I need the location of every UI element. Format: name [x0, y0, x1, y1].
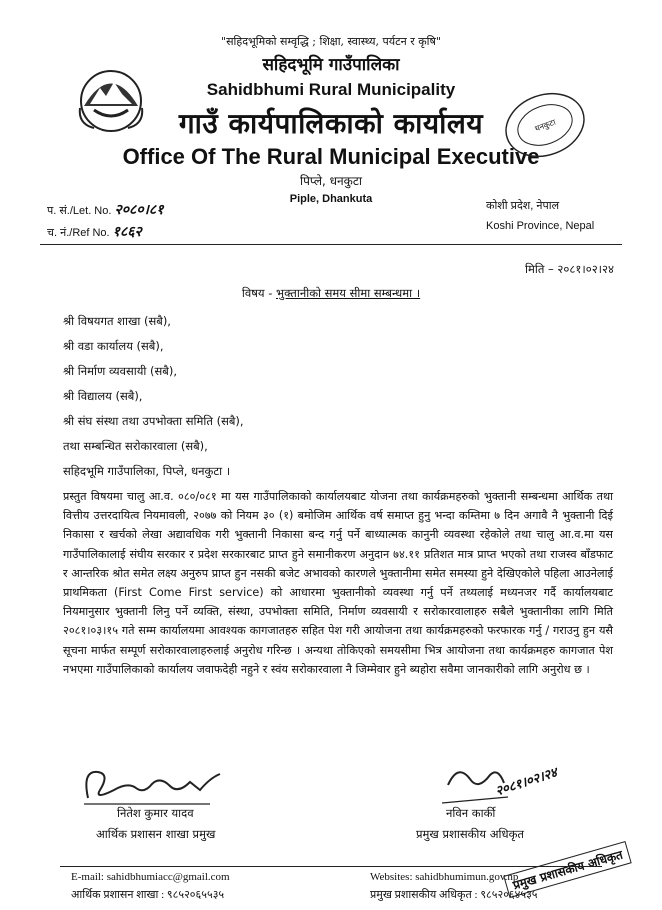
office-round-stamp	[502, 92, 588, 158]
left-signatory-name: नितेश कुमार यादव	[117, 806, 194, 820]
province-english: Koshi Province, Nepal	[486, 220, 595, 232]
footer-divider	[60, 866, 602, 867]
right-signatory-title: प्रमुख प्रशासकीय अधिकृत	[416, 827, 524, 841]
reference-number	[47, 222, 142, 241]
footer-email: E-mail: sahidbhumiacc@gmail.com	[71, 871, 230, 883]
recipient-line: श्री विषयगत शाखा (सबै),	[63, 314, 171, 328]
letter-number	[47, 200, 164, 219]
designation-stamp-text: प्रमुख प्रशासकीय अधिकृत	[503, 841, 632, 898]
recipient-line: श्री निर्माण व्यवसायी (सबै),	[63, 364, 177, 378]
reference-number-value: १८६२	[112, 224, 142, 240]
municipality-name-english: Sahidbhumi Rural Municipality	[206, 80, 456, 99]
municipality-motto: "सहिदभूमिको सम्वृद्धि ; शिक्षा, स्वास्थ्य, पर्यटन र कृषि"	[221, 35, 441, 48]
municipality-name-nepali: सहिदभूमि गाउँपालिका	[262, 55, 400, 75]
notice-body-paragraph: प्रस्तुत विषयमा चालु आ.व. ०८०/०८१ मा यस गाउँपालिकाको कार्यालयबाट योजना तथा कार्यक्रमहरुको भुक्तानी सम्बन्धमा आर्थिक तथा वित्तीय उत्तरदायित्व नियमावली, २०७७ को नियम ३० (१) बमोजिम आर्थिक वर्ष समाप्त हुनु भन्दा कम्तिमा ७ दिन अगावै नै भुक्तानी दिई निकासा र खर्चको लेखा अद्यावधिक गरी भुक्तानी निकासा बन्द गर्नु पर्ने बाध्यात्मक कानुनी व्यवस्था रहेकोले तथा चालु आ.व.मा यस गाउँपालिकालाई संघीय सरकार र प्रदेश सरकारबाट प्राप्त हुने समानीकरण अनुदान ७४.११ प्रतिशत मात्र प्राप्त भएको तथा राजस्व बाँडफाट र आन्तरिक श्रोत समेत लक्ष्य अनुरुप प्राप्त हुन नसकी बजेट अभावको कारणले भुक्तानीमा समेत समस्या हुने देखिएकोले पहिला आउनेलाई प्राथमिकता (First Come First service) को आधारमा भुक्तानीको व्यवस्था गर्नु पर्ने तथ्यलाई मध्यनजर गर्दै कार्यालयबाट नियमानुसार भुक्तानी लिनु पर्ने व्यक्ति, संस्था, उपभोक्ता समिति, निर्माण व्यवसायी र सरोकारवालाहरु सबैले भुक्तानीका लागि मिति २०८१।०३।१५ गते सम्म कार्यालयमा आवश्यक कागजातहरु सहित पेश गरी आयोजना तथा कार्यक्रमहरुको फरफारक गर्नु / गराउनु हुन यसै सूचना मार्फत सम्पूर्ण सरोकारवालाहरुलाई अनुरोध गरिन्छ । अन्यथा तोकिएको समयसीमा भित्र आयोजना तथा कार्यक्रमहरु कागजात पेश नभएमा गाउँपालिकाको कार्यालय जवाफदेही नहुने र स्वंय सरोकारवाला नै जिम्मेवार हुने ब्यहोरा सवैमा जानकारीको लागि अनुरोध छ ।	[63, 490, 613, 676]
province-nepali: कोशी प्रदेश, नेपाल	[486, 200, 560, 212]
letter-subject	[0, 286, 662, 301]
letter-date: मिति – २०८१।०२।२४	[524, 262, 614, 276]
header-divider	[40, 244, 622, 245]
office-name-nepali: गाउँ कार्यपालिकाको कार्यालय	[178, 107, 484, 140]
left-signatory-title: आर्थिक प्रशासन शाखा प्रमुख	[96, 827, 216, 841]
subject-label: विषय -	[241, 286, 273, 300]
left-signature-scribble	[80, 760, 230, 810]
reference-number-label: च. नं./Ref No.	[47, 227, 110, 239]
address-english: Piple, Dhankuta	[289, 193, 373, 205]
footer-right-phone: प्रमुख प्रशासकीय अधिकृत : ९८५२०६४५३५	[370, 889, 538, 901]
right-signature-date: २०८१।०२।२४	[493, 765, 560, 800]
footer-website: Websites: sahidbhumimun.gov.np	[370, 871, 519, 883]
letter-number-label: प. सं./Let. No.	[47, 205, 112, 217]
right-signatory-name: नविन कार्की	[446, 806, 496, 820]
svg-text:धनकुटा: धनकुटा	[533, 117, 557, 134]
recipient-line: श्री संघ संस्था तथा उपभोक्ता समिति (सबै),	[63, 414, 244, 428]
recipient-line: श्री वडा कार्यालय (सबै),	[63, 339, 164, 353]
office-name-english: Office Of The Rural Municipal Executive	[122, 144, 540, 169]
footer-left-phone: आर्थिक प्रशासन शाखा : ९८५२०६५५३५	[71, 889, 225, 901]
letter-number-value: २०८०।८१	[114, 202, 164, 218]
recipient-line: सहिदभूमि गाउँपालिका, पिप्ले, धनकुटा ।	[63, 464, 231, 478]
recipient-line: श्री विद्यालय (सबै),	[63, 389, 143, 403]
address-nepali: पिप्ले, धनकुटा	[299, 174, 362, 188]
subject-text: भुक्तानीको समय सीमा सम्बन्धमा ।	[276, 286, 421, 300]
recipient-line: तथा सम्बन्धित सरोकारवाला (सबै),	[63, 439, 208, 453]
